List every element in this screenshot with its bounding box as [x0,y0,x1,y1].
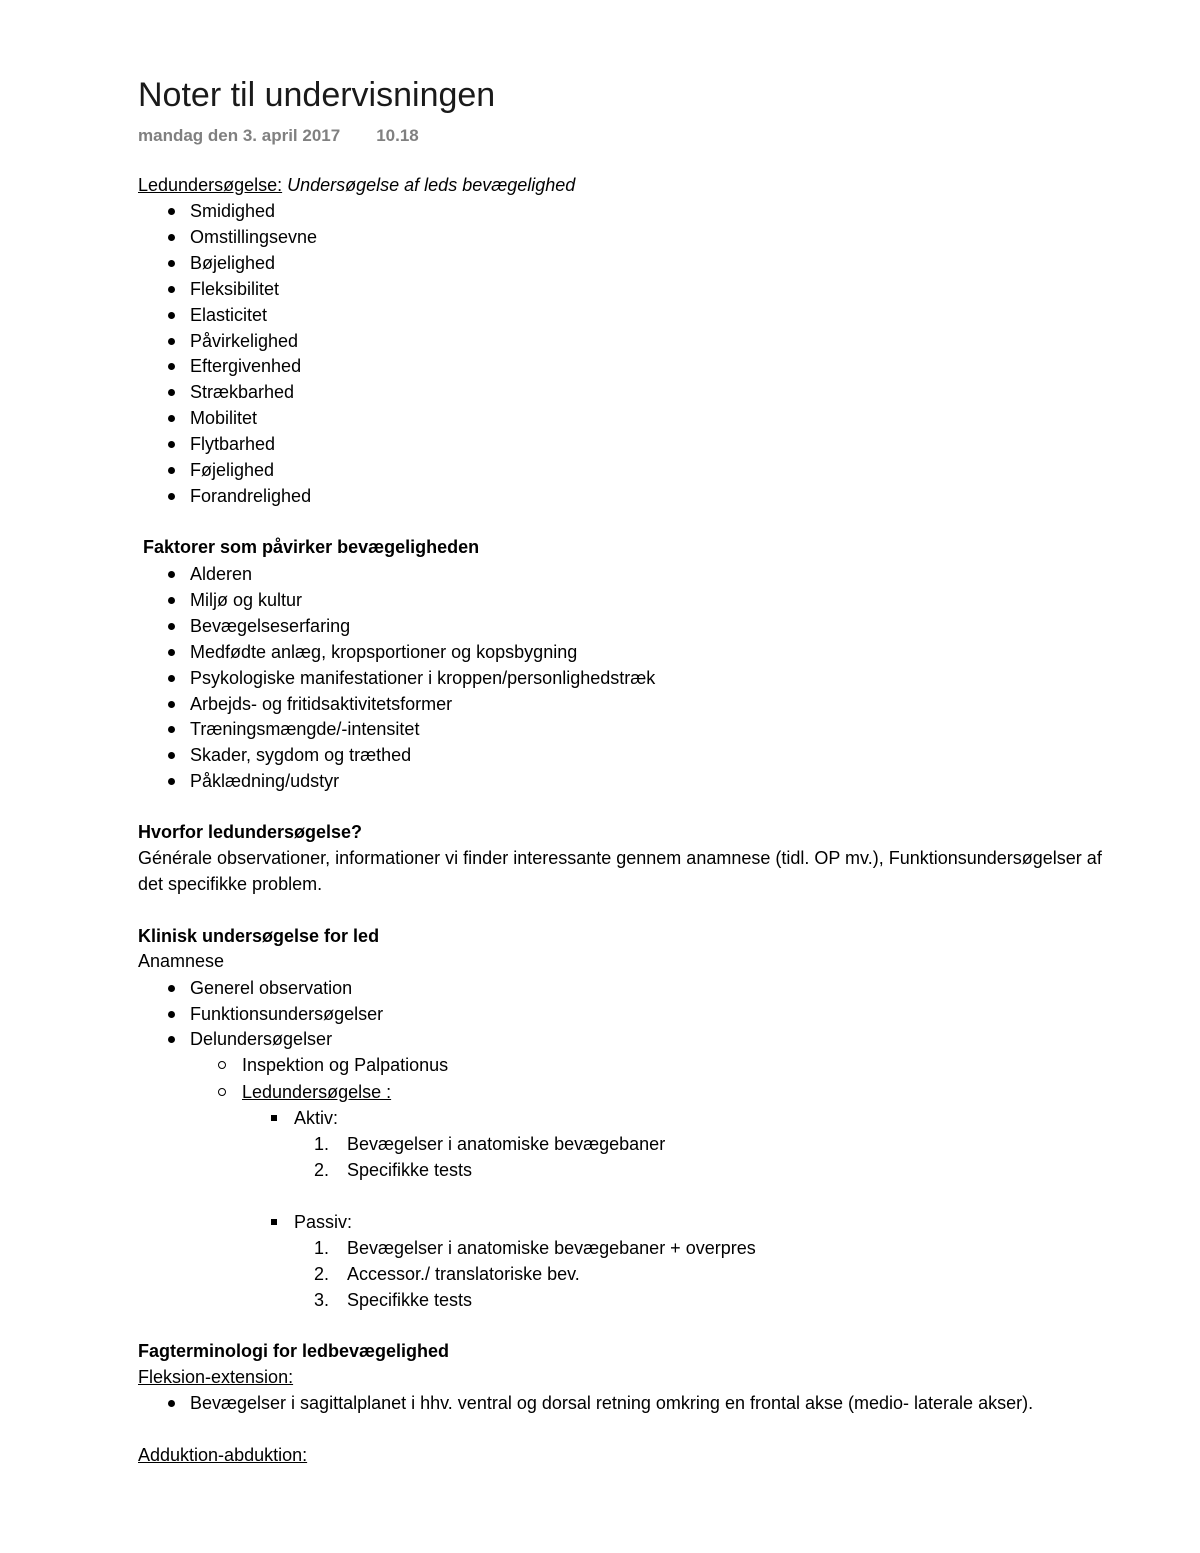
paragraph-line: Générale observationer, informationer vi finder interessante gennem anamnese (tidl. OP mv.), Funktionsundersøgelser af [138,848,1102,868]
list-item-text: Bøjelighed [190,252,276,273]
bullet-icon [168,778,175,785]
list-item-text: Aktiv: [294,1108,339,1128]
section-heading-hvorfor: Hvorfor ledundersøgelse? [138,822,363,842]
bullet-icon [168,467,175,474]
bullet-icon [168,571,175,578]
list-item-text: Bevægelser i anatomiske bevægebaner + overpres [347,1238,756,1258]
list-item-text: Miljø og kultur [190,589,303,610]
list-item-text: Specifikke tests [347,1290,473,1310]
list-item-text: Medfødte anlæg, kropsportioner og kopsbygning [190,641,578,662]
list-item-text: Forandrelighed [190,485,312,506]
bullet-icon [271,1219,277,1225]
bullet-icon [168,389,175,396]
item-number: 1. [314,1238,330,1258]
list-item-text: Ledundersøgelse : [242,1082,392,1102]
subheading-adduktion: Adduktion-abduktion: [138,1445,308,1465]
list-item-text: Elasticitet [190,304,268,325]
list-item-text: Accessor./ translatoriske bev. [347,1264,580,1284]
bullet-icon [168,1400,175,1407]
list-item-text: Alderen [190,564,253,584]
bullet-icon [168,1036,175,1043]
list-item-text: Fleksibilitet [190,278,280,299]
list-item-text: Bevægelser i anatomiske bevægebaner [347,1134,666,1154]
bullet-icon [168,260,175,267]
bullet-icon [168,441,175,448]
bullet-icon [168,985,175,992]
item-number: 3. [314,1290,330,1310]
bullet-icon [168,649,175,656]
list-item-text: Træningsmængde/-intensitet [190,719,420,740]
item-number: 2. [314,1264,330,1284]
list-item-text: Psykologiske manifestationer i kroppen/personlighedstræk [190,667,656,688]
list-item-text: Omstillingsevne [190,226,318,247]
list-item-text: Skader, sygdom og træthed [190,745,412,766]
list-item-text: Inspektion og Palpationus [242,1055,449,1075]
bullet-icon [168,623,175,630]
bullet-icon [168,234,175,241]
bullet-icon [168,493,175,500]
list-item-text: Delundersøgelser [190,1029,333,1049]
section-heading-fagterminologi: Fagterminologi for ledbevægelighed [138,1341,450,1361]
bullet-icon [168,208,175,215]
list-item-text: Flytbarhed [190,434,276,455]
list-item-text: Specifikke tests [347,1160,473,1180]
list-item-text: Påklædning/udstyr [190,771,340,792]
bullet-icon [168,312,175,319]
note-date: mandag den 3. april 2017 [138,126,341,145]
bullet-icon [168,286,175,293]
item-number: 2. [314,1160,330,1180]
bullet-icon [168,701,175,708]
bullet-icon [168,597,175,604]
bullet-icon [271,1115,277,1121]
list-item-text: Bevægelseserfaring [190,615,351,636]
note-date-time [138,126,419,146]
list-item-text: Passiv: [294,1212,353,1232]
bullet-icon [168,726,175,733]
bullet-icon [168,338,175,345]
bullet-icon [168,363,175,370]
list-item-text: Arbejds- og fritidsaktivitetsformer [190,693,453,714]
section-heading-faktorer: Faktorer som påvirker bevægeligheden [143,537,480,557]
note-time: 10.18 [376,126,419,145]
list-item-text: Funktionsundersøgelser [190,1003,384,1024]
list-item-text: Generel observation [190,978,353,998]
list-item-text: Eftergivenhed [190,356,302,377]
document-page: Noter til undervisningen mandag den 3. april 2017 10.18 Ledundersøgelse: Undersøgelse af leds bevægelighed Smidighed Omstillingsevne Bøjelighed Fleksibilitet Elasticitet Påvirkelighed Eftergivenhed Strækbarhed Mobilitet Flytbarhed Føjelighed Forandrelighed Faktorer som påvirker bevægeligheden Alderen Miljø og kultur Bevægelseserfaring Medfødte anlæg, kropsportioner og kopsbygning Psykologiske manifestationer i kroppen/personlighedstræk Arbejds- og fritidsaktivitetsformer Træningsmængde/-intensitet Skader, sygdom og træthed Påklædning/udstyr Hvorfor ledundersøgelse? Générale observationer, informationer vi finder interessante gennem anamnese (tidl. OP mv.), Funktionsundersøgelser af det specifikke problem. Klinisk undersøgelse for led Anamnese Generel observation Funktionsundersøgelser Delundersøgelser Inspektion og Palpationus Ledundersøgelse : Aktiv: 1. Bevægelser i anatomiske bevægebaner 2. Specifikke tests Passiv: 1. Bevægelser i anatomiske bevægebaner + overpres 2. Accessor./ translatoriske bev. 3. Specifikke tests Fagterminologi for ledbevægelighed Fleksion-extension: Bevægelser i sagittalplanet i hhv. ventral og dorsal retning omkring en frontal akse (medio- laterale akser). Adduktion-abduktion: [138,76,1102,1465]
list-item-text: Påvirkelighed [190,330,299,351]
paragraph-anamnese: Anamnese [138,951,225,971]
section-heading-klinisk: Klinisk undersøgelse for led [138,926,380,946]
bullet-icon [218,1061,226,1069]
item-number: 1. [314,1134,330,1154]
bullet-icon [168,752,175,759]
subheading-fleksion: Fleksion-extension: [138,1367,294,1387]
page-title: Noter til undervisningen [138,76,496,114]
list-item-text: Føjelighed [190,460,275,480]
section-heading-ledundersogelse: Ledundersøgelse: Undersøgelse af leds bevægelighed [138,175,576,195]
bullet-icon [168,1011,175,1018]
bullet-icon [168,675,175,682]
list-item-text: Smidighed [190,201,276,221]
paragraph-line: det specifikke problem. [138,874,323,894]
list-item-text: Strækbarhed [190,382,295,403]
list-item-text: Mobilitet [190,408,258,429]
bullet-icon [168,415,175,422]
bullet-icon [218,1088,226,1096]
